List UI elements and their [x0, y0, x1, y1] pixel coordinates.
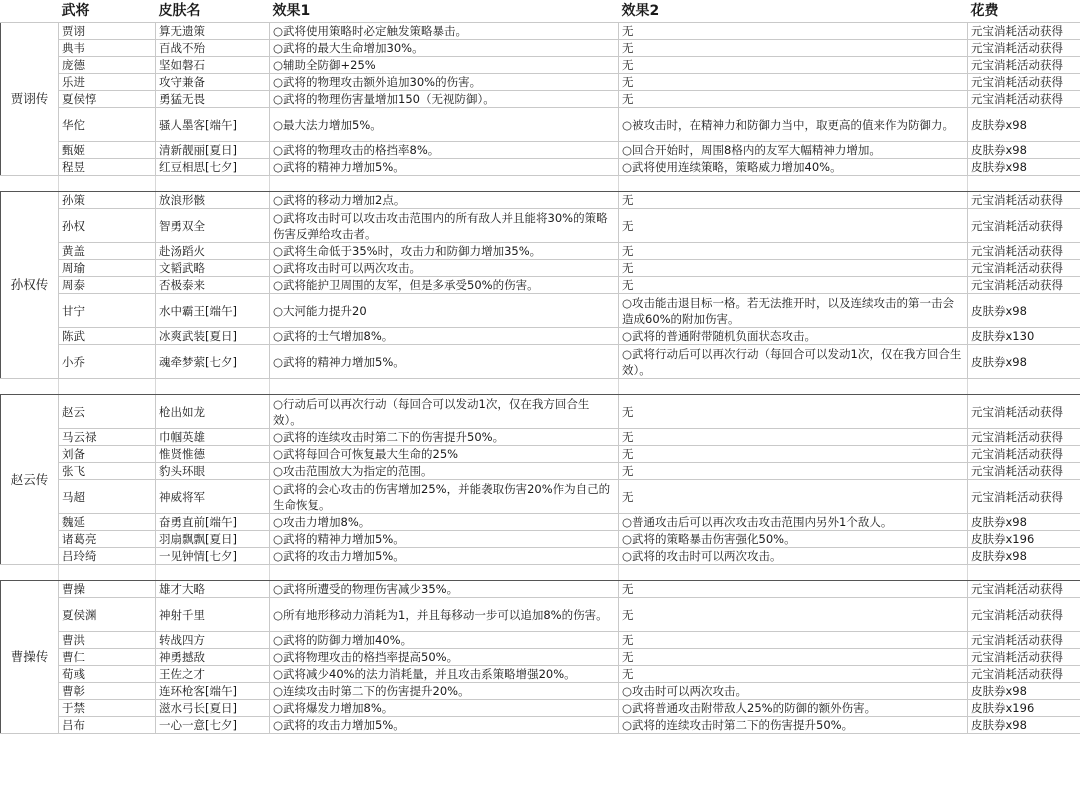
separator-cell	[59, 176, 156, 192]
effect-1: ○武将使用策略时必定触发策略暴击。	[270, 23, 619, 40]
group-separator	[1, 379, 1080, 395]
skin-name: 巾帼英雄	[156, 429, 270, 446]
effect-2: 无	[619, 243, 968, 260]
effect-2: ○攻击时可以两次攻击。	[619, 683, 968, 700]
effect-2: ○武将普通攻击附带敌人25%的防御的额外伤害。	[619, 700, 968, 717]
table-row	[1, 463, 1080, 480]
table-row	[1, 632, 1080, 649]
table-body	[1, 23, 1080, 734]
cost: 元宝消耗活动获得	[968, 480, 1080, 514]
general-name: 曹彰	[59, 683, 156, 700]
header-effect-2: 效果2	[619, 0, 968, 23]
skin-name: 一见钟情[七夕]	[156, 548, 270, 565]
table-row	[1, 548, 1080, 565]
skin-name: 惟贤惟德	[156, 446, 270, 463]
separator-cell	[270, 176, 619, 192]
cost: 皮肤券x98	[968, 717, 1080, 734]
separator-cell	[1, 565, 59, 581]
table-row	[1, 683, 1080, 700]
separator-cell	[59, 379, 156, 395]
general-name: 诸葛亮	[59, 531, 156, 548]
skin-name: 羽扇飘飘[夏日]	[156, 531, 270, 548]
effect-1: ○武将物理攻击的格挡率提高50%。	[270, 649, 619, 666]
cost: 皮肤券x98	[968, 294, 1080, 328]
cost: 元宝消耗活动获得	[968, 446, 1080, 463]
cost: 皮肤券x98	[968, 108, 1080, 142]
general-name: 甄姬	[59, 142, 156, 159]
effect-1: ○武将的精神力增加5%。	[270, 531, 619, 548]
cost: 皮肤券x98	[968, 514, 1080, 531]
effect-1: ○武将的物理攻击额外追加30%的伤害。	[270, 74, 619, 91]
general-name: 庞德	[59, 57, 156, 74]
skin-name: 文韬武略	[156, 260, 270, 277]
table-row	[1, 57, 1080, 74]
effect-1: ○武将所遭受的物理伤害减少35%。	[270, 581, 619, 598]
skin-name: 神威将军	[156, 480, 270, 514]
general-name: 吕玲绮	[59, 548, 156, 565]
effect-1: ○武将生命低于35%时，攻击力和防御力增加35%。	[270, 243, 619, 260]
effect-2: 无	[619, 260, 968, 277]
table-row	[1, 666, 1080, 683]
table-row	[1, 649, 1080, 666]
general-name: 刘备	[59, 446, 156, 463]
table-row	[1, 480, 1080, 514]
group-name: 孙权传	[1, 192, 59, 379]
effect-1: ○连续攻击时第二下的伤害提升20%。	[270, 683, 619, 700]
effect-2: 无	[619, 480, 968, 514]
general-name: 曹仁	[59, 649, 156, 666]
header-group	[1, 0, 59, 23]
effect-1: ○最大法力增加5%。	[270, 108, 619, 142]
effect-2: 无	[619, 666, 968, 683]
cost: 元宝消耗活动获得	[968, 395, 1080, 429]
general-name: 张飞	[59, 463, 156, 480]
effect-2: 无	[619, 581, 968, 598]
table-row	[1, 429, 1080, 446]
skin-name: 转战四方	[156, 632, 270, 649]
effect-1: ○攻击力增加8%。	[270, 514, 619, 531]
general-name: 周泰	[59, 277, 156, 294]
table-row	[1, 23, 1080, 40]
effect-1: ○大河能力提升20	[270, 294, 619, 328]
general-name: 华佗	[59, 108, 156, 142]
effect-1: ○武将减少40%的法力消耗量，并且攻击系策略增强20%。	[270, 666, 619, 683]
cost: 元宝消耗活动获得	[968, 260, 1080, 277]
general-name: 赵云	[59, 395, 156, 429]
table-row	[1, 598, 1080, 632]
separator-cell	[1, 176, 59, 192]
general-name: 乐进	[59, 74, 156, 91]
effect-2: 无	[619, 209, 968, 243]
effect-1: ○武将的会心攻击的伤害增加25%，并能袭取伤害20%作为自己的生命恢复。	[270, 480, 619, 514]
effect-2: 无	[619, 277, 968, 294]
header-skin-name: 皮肤名	[156, 0, 270, 23]
general-name: 黄盖	[59, 243, 156, 260]
effect-2: ○武将的连续攻击时第二下的伤害提升50%。	[619, 717, 968, 734]
table-row	[1, 260, 1080, 277]
skin-name: 否极泰来	[156, 277, 270, 294]
separator-cell	[1, 379, 59, 395]
effect-1: ○辅助全防御+25%	[270, 57, 619, 74]
effect-1: ○武将爆发力增加8%。	[270, 700, 619, 717]
effect-1: ○武将的最大生命增加30%。	[270, 40, 619, 57]
table-row	[1, 209, 1080, 243]
skin-name: 放浪形骸	[156, 192, 270, 209]
cost: 元宝消耗活动获得	[968, 598, 1080, 632]
general-name: 荀彧	[59, 666, 156, 683]
table-row	[1, 514, 1080, 531]
cost: 元宝消耗活动获得	[968, 632, 1080, 649]
effect-2: ○武将的攻击时可以两次攻击。	[619, 548, 968, 565]
effect-2: 无	[619, 23, 968, 40]
separator-cell	[619, 176, 968, 192]
cost: 元宝消耗活动获得	[968, 192, 1080, 209]
skin-name: 勇猛无畏	[156, 91, 270, 108]
general-name: 夏侯渊	[59, 598, 156, 632]
effect-1: ○武将的物理伤害量增加150（无视防御）。	[270, 91, 619, 108]
cost: 元宝消耗活动获得	[968, 463, 1080, 480]
cost: 元宝消耗活动获得	[968, 91, 1080, 108]
effect-1: ○武将的攻击力增加5%。	[270, 548, 619, 565]
cost: 皮肤券x130	[968, 328, 1080, 345]
cost: 元宝消耗活动获得	[968, 243, 1080, 260]
general-name: 于禁	[59, 700, 156, 717]
skin-name: 魂牵梦萦[七夕]	[156, 345, 270, 379]
effect-2: ○武将使用连续策略，策略威力增加40%。	[619, 159, 968, 176]
skin-name: 神勇撼敌	[156, 649, 270, 666]
effect-1: ○武将的物理攻击的格挡率8%。	[270, 142, 619, 159]
effect-1: ○武将的士气增加8%。	[270, 328, 619, 345]
cost: 皮肤券x98	[968, 345, 1080, 379]
effect-1: ○武将的防御力增加40%。	[270, 632, 619, 649]
effect-2: ○普通攻击后可以再次攻击攻击范围内另外1个敌人。	[619, 514, 968, 531]
skin-name: 一心一意[七夕]	[156, 717, 270, 734]
header-row	[1, 0, 1080, 23]
skin-name: 算无遗策	[156, 23, 270, 40]
skin-name: 红豆相思[七夕]	[156, 159, 270, 176]
separator-cell	[156, 176, 270, 192]
separator-cell	[619, 379, 968, 395]
separator-cell	[270, 379, 619, 395]
table-row	[1, 192, 1080, 209]
header-general: 武将	[59, 0, 156, 23]
general-name: 夏侯惇	[59, 91, 156, 108]
separator-cell	[968, 379, 1080, 395]
effect-1: ○武将的精神力增加5%。	[270, 159, 619, 176]
skin-name: 骚人墨客[端午]	[156, 108, 270, 142]
table-row	[1, 243, 1080, 260]
effect-1: ○武将的连续攻击时第二下的伤害提升50%。	[270, 429, 619, 446]
cost: 皮肤券x98	[968, 142, 1080, 159]
effect-2: 无	[619, 446, 968, 463]
effect-2: 无	[619, 57, 968, 74]
skin-name: 神射千里	[156, 598, 270, 632]
skin-name: 雄才大略	[156, 581, 270, 598]
effect-2: 无	[619, 192, 968, 209]
cost: 皮肤券x98	[968, 548, 1080, 565]
general-name: 陈武	[59, 328, 156, 345]
general-name: 周瑜	[59, 260, 156, 277]
skin-name: 冰爽武装[夏日]	[156, 328, 270, 345]
cost: 皮肤券x98	[968, 683, 1080, 700]
cost: 皮肤券x98	[968, 159, 1080, 176]
effect-2: ○回合开始时，周围8格内的友军大幅精神力增加。	[619, 142, 968, 159]
effect-1: ○武将攻击时可以两次攻击。	[270, 260, 619, 277]
table-row	[1, 446, 1080, 463]
cost: 元宝消耗活动获得	[968, 40, 1080, 57]
separator-cell	[968, 565, 1080, 581]
effect-1: ○行动后可以再次行动（每回合可以发动1次，仅在我方回合生效）。	[270, 395, 619, 429]
general-name: 孙策	[59, 192, 156, 209]
separator-cell	[270, 565, 619, 581]
skin-name: 奋勇直前[端午]	[156, 514, 270, 531]
general-name: 曹操	[59, 581, 156, 598]
skin-name: 百战不殆	[156, 40, 270, 57]
skin-name: 清新靓丽[夏日]	[156, 142, 270, 159]
separator-cell	[156, 379, 270, 395]
group-separator	[1, 176, 1080, 192]
effect-1: ○攻击范围放大为指定的范围。	[270, 463, 619, 480]
general-name: 甘宁	[59, 294, 156, 328]
skin-name: 豹头环眼	[156, 463, 270, 480]
table-row	[1, 717, 1080, 734]
header-cost: 花费	[968, 0, 1080, 23]
skin-name: 水中霸王[端午]	[156, 294, 270, 328]
cost: 元宝消耗活动获得	[968, 666, 1080, 683]
cost: 元宝消耗活动获得	[968, 209, 1080, 243]
skin-name: 王佐之才	[156, 666, 270, 683]
cost: 元宝消耗活动获得	[968, 581, 1080, 598]
cost: 元宝消耗活动获得	[968, 429, 1080, 446]
separator-cell	[619, 565, 968, 581]
effect-2: ○攻击能击退目标一格。若无法推开时，以及连续攻击的第一击会造成60%的附加伤害。	[619, 294, 968, 328]
skin-name: 攻守兼备	[156, 74, 270, 91]
general-name: 马超	[59, 480, 156, 514]
effect-2: 无	[619, 74, 968, 91]
table-row	[1, 531, 1080, 548]
effect-2: 无	[619, 40, 968, 57]
separator-cell	[156, 565, 270, 581]
cost: 元宝消耗活动获得	[968, 74, 1080, 91]
skin-name: 智勇双全	[156, 209, 270, 243]
general-name: 小乔	[59, 345, 156, 379]
cost: 元宝消耗活动获得	[968, 649, 1080, 666]
cost: 元宝消耗活动获得	[968, 23, 1080, 40]
table-row	[1, 91, 1080, 108]
effect-1: ○武将的攻击力增加5%。	[270, 717, 619, 734]
table-row	[1, 328, 1080, 345]
skin-name: 滋水弓长[夏日]	[156, 700, 270, 717]
group-name: 曹操传	[1, 581, 59, 734]
general-name: 典韦	[59, 40, 156, 57]
group-separator	[1, 565, 1080, 581]
table-row	[1, 159, 1080, 176]
skin-name: 连环枪客[端午]	[156, 683, 270, 700]
effect-2: ○武将的普通附带随机负面状态攻击。	[619, 328, 968, 345]
effect-1: ○武将攻击时可以攻击攻击范围内的所有敌人并且能将30%的策略伤害反弹给攻击者。	[270, 209, 619, 243]
skin-name: 枪出如龙	[156, 395, 270, 429]
general-name: 贾诩	[59, 23, 156, 40]
cost: 皮肤券x196	[968, 700, 1080, 717]
effect-2: ○武将行动后可以再次行动（每回合可以发动1次，仅在我方回合生效）。	[619, 345, 968, 379]
table-row	[1, 345, 1080, 379]
table-row	[1, 277, 1080, 294]
general-name: 魏延	[59, 514, 156, 531]
effect-1: ○武将能护卫周围的友军，但是多承受50%的伤害。	[270, 277, 619, 294]
table-row	[1, 395, 1080, 429]
effect-2: 无	[619, 598, 968, 632]
effect-2: 无	[619, 463, 968, 480]
cost: 元宝消耗活动获得	[968, 277, 1080, 294]
effect-1: ○武将的精神力增加5%。	[270, 345, 619, 379]
skin-name: 坚如磐石	[156, 57, 270, 74]
effect-2: ○被攻击时，在精神力和防御力当中，取更高的值来作为防御力。	[619, 108, 968, 142]
skin-name: 赴汤蹈火	[156, 243, 270, 260]
table-row	[1, 74, 1080, 91]
effect-2: 无	[619, 632, 968, 649]
effect-2: 无	[619, 91, 968, 108]
general-name: 程昱	[59, 159, 156, 176]
group-name: 赵云传	[1, 395, 59, 565]
effect-1: ○所有地形移动力消耗为1，并且每移动一步可以追加8%的伤害。	[270, 598, 619, 632]
effect-1: ○武将的移动力增加2点。	[270, 192, 619, 209]
group-name: 贾诩传	[1, 23, 59, 176]
table-row	[1, 142, 1080, 159]
general-name: 马云禄	[59, 429, 156, 446]
table-row	[1, 581, 1080, 598]
table-row	[1, 40, 1080, 57]
effect-1: ○武将每回合可恢复最大生命的25%	[270, 446, 619, 463]
header-effect-1: 效果1	[270, 0, 619, 23]
table-row	[1, 294, 1080, 328]
cost: 皮肤券x196	[968, 531, 1080, 548]
effect-2: ○武将的策略暴击伤害强化50%。	[619, 531, 968, 548]
table-row	[1, 108, 1080, 142]
effect-2: 无	[619, 649, 968, 666]
general-name: 吕布	[59, 717, 156, 734]
effect-2: 无	[619, 395, 968, 429]
effect-2: 无	[619, 429, 968, 446]
general-name: 曹洪	[59, 632, 156, 649]
general-name: 孙权	[59, 209, 156, 243]
cost: 元宝消耗活动获得	[968, 57, 1080, 74]
table-row	[1, 700, 1080, 717]
separator-cell	[968, 176, 1080, 192]
separator-cell	[59, 565, 156, 581]
